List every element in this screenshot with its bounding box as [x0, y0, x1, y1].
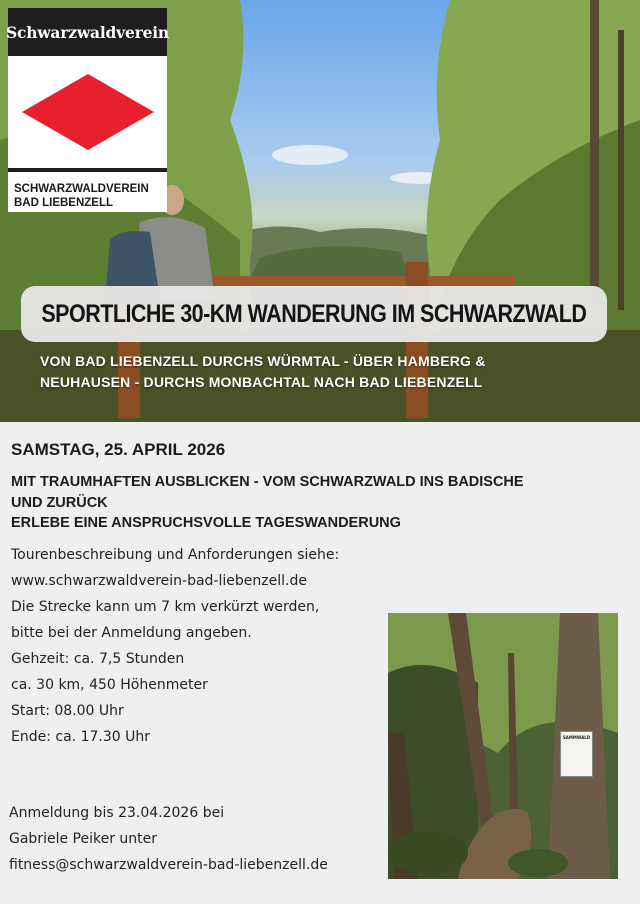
logo-org-line1: SCHWARZWALDVEREIN — [14, 183, 149, 195]
website-link[interactable]: www.schwarzwaldverein-bad-liebenzell.de — [11, 573, 307, 589]
email-link[interactable]: fitness@schwarzwaldverein-bad-liebenzell.de — [9, 857, 328, 873]
route-description — [40, 351, 620, 393]
contact-line: Gabriele Peiker unter — [9, 831, 158, 847]
info-line: Die Strecke kann um 7 km verkürzt werden, — [11, 599, 320, 615]
info-line: Tourenbeschreibung und Anforderungen siehe: — [11, 547, 340, 563]
diamond-icon — [8, 56, 167, 168]
logo-org-line2: BAD LIEBENZELL — [14, 197, 114, 209]
registration-info — [9, 800, 379, 878]
info-line: Ende: ca. 17.30 Uhr — [11, 729, 150, 745]
info-line: Gehzeit: ca. 7,5 Stunden — [11, 651, 185, 667]
event-date: SAMSTAG, 25. APRIL 2026 — [11, 440, 226, 459]
logo-org-name — [8, 172, 167, 210]
trail-sign: SAMMWALD — [560, 731, 593, 777]
hero-photo — [0, 0, 640, 422]
logo — [5, 8, 170, 212]
forest-photo — [388, 613, 618, 879]
info-line: Start: 08.00 Uhr — [11, 703, 124, 719]
info-line: ca. 30 km, 450 Höhenmeter — [11, 677, 208, 693]
subtitle-line3: ERLEBE EINE ANSPRUCHSVOLLE TAGESWANDERUNG — [11, 515, 401, 531]
title-banner — [21, 286, 607, 342]
contact-line: Anmeldung bis 23.04.2026 bei — [9, 805, 225, 821]
subtitle-line1: MIT TRAUMHAFTEN AUSBLICKEN - VOM SCHWARZWALD INS BADISCHE — [11, 474, 524, 490]
tour-info — [11, 542, 381, 750]
route-line2: NEUHAUSEN - DURCHS MONBACHTAL NACH BAD LIEBENZELL — [40, 374, 483, 390]
logo-brand: Schwarzwaldverein — [8, 8, 167, 56]
info-line: bitte bei der Anmeldung angeben. — [11, 625, 252, 641]
subtitle-line2: UND ZURÜCK — [11, 495, 108, 511]
page-title: SPORTLICHE 30-KM WANDERUNG IM SCHWARZWALD — [41, 299, 587, 328]
route-line1: VON BAD LIEBENZELL DURCHS WÜRMTAL - ÜBER HAMBERG & — [40, 353, 486, 369]
subtitle — [11, 472, 626, 514]
